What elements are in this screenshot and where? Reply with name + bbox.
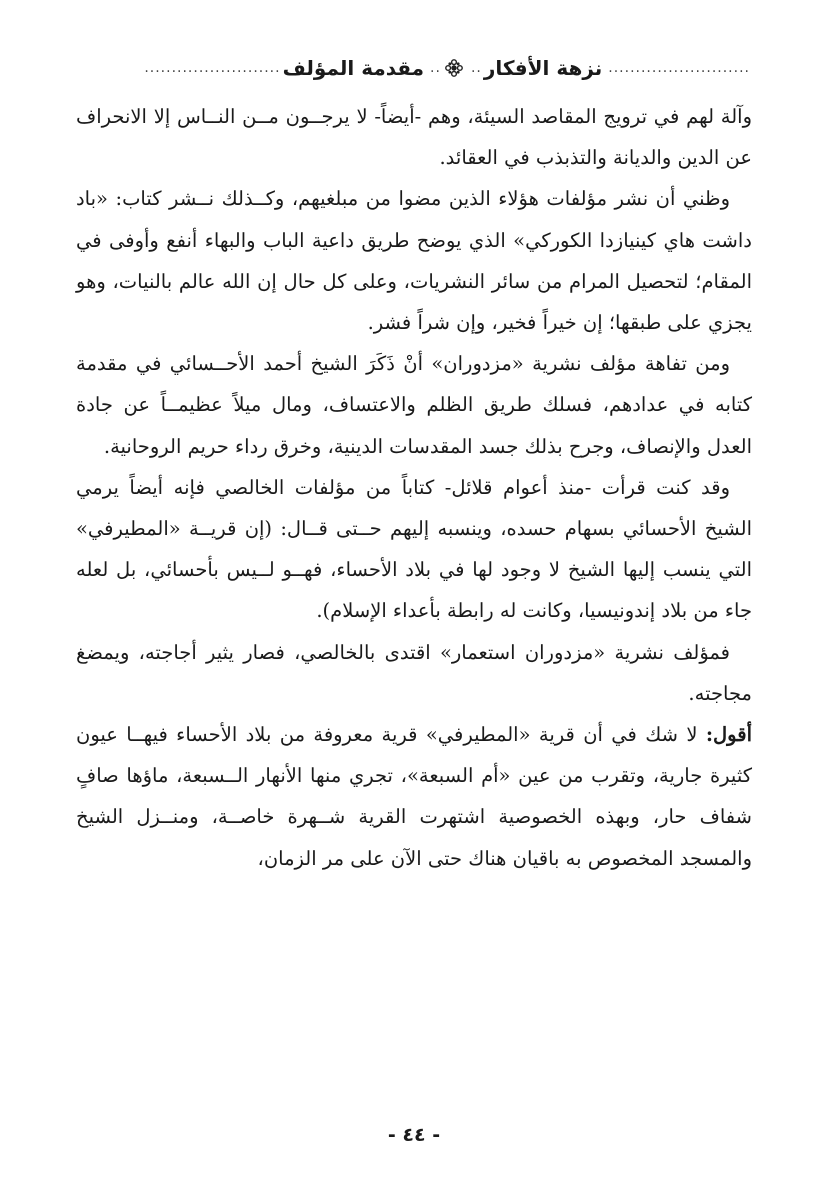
header-leader-dots-left: ......................... — [144, 60, 281, 76]
main-text — [76, 96, 752, 879]
header-leader-dots-mid2: .. — [430, 60, 441, 76]
paragraph-text: فمؤلف نشرية «مزدوران استعمار» اقتدى بالخالصي، فصار يثير أجاجته، ويمضغ مجاجته. — [76, 640, 752, 705]
paragraph-text: وقد كنت قرأت -منذ أعوام قلائل- كتاباً من مؤلفات الخالصي فإنه أيضاً يرمي الشيخ الأحسائي بسهام حسده، وينسبه إليهم حــتى قــال: (إن قريــة «المطيرفي» التي ينسب إليها الشيخ لا وجود لها في بلاد الأحساء، فهــو لــيس بأحسائي، بل لعله جاء من بلاد إندونيسيا، وكانت له رابطة بأعداء الإسلام). — [76, 475, 752, 623]
header-book-title: نزهة الأفكار — [483, 56, 603, 80]
paragraph-text: وظني أن نشر مؤلفات هؤلاء الذين مضوا من مبلغيهم، وكــذلك نــشر كتاب: «باد داشت هاي كينيازدا الكوركي» الذي يوضح طريق داعية الباب والبهاء أنفع وأوفى في المقام؛ لتحصيل المرام من سائر النشريات، وعلى كل حال إن الله عالم بالنيات، وهو يجزي على طبقها؛ إن خيراً فخير، وإن شراً فشر. — [76, 187, 752, 335]
header-leader-dots-right: .......................... — [608, 60, 750, 76]
paragraph — [76, 632, 752, 714]
ornament-flower-icon — [445, 59, 463, 77]
paragraph — [76, 178, 752, 343]
paragraph — [76, 714, 752, 879]
paragraph-lead-word: أقول: — [705, 723, 752, 747]
paragraph — [76, 96, 752, 178]
header-section-title: مقدمة المؤلف — [282, 56, 425, 80]
header-leader-dots-mid: .. — [470, 60, 482, 76]
page-number: - ٤٤ - — [387, 1124, 441, 1146]
paragraph — [76, 467, 752, 632]
paragraph-text: ومن تفاهة مؤلف نشرية «مزدوران» أنْ ذَكَرَ الشيخ أحمد الأحــسائي في مقدمة كتابه في عدادهم، فسلك طريق الظلم والاعتساف، ومال ميلاً عظيمــاً عن جادة العدل والإنصاف، وجرح بذلك جسد المقدسات الدينية، وخرق رداء حريم الروحانية. — [76, 352, 752, 458]
paragraph-text: وآلة لهم في ترويج المقاصد السيئة، وهم -أيضاً- لا يرجــون مــن النــاس إلا الانحراف عن الدين والديانة والتذبذب في العقائد. — [76, 105, 752, 170]
running-header — [80, 50, 750, 86]
paragraph — [76, 343, 752, 467]
paragraph-text: لا شك في أن قرية «المطيرفي» قرية معروفة من بلاد الأحساء فيهــا عيون كثيرة جارية، وتقرب من عين «أم السبعة»، تجري منها الأنهار الــسبعة، ماؤها صافٍ شفاف حار، وبهذه الخصوصية اشتهرت القرية شــهرة خاصــة، ومنــزل الشيخ والمسجد المخصوص به باقيان هناك حتى الآن على مر الزمان، — [76, 723, 752, 870]
